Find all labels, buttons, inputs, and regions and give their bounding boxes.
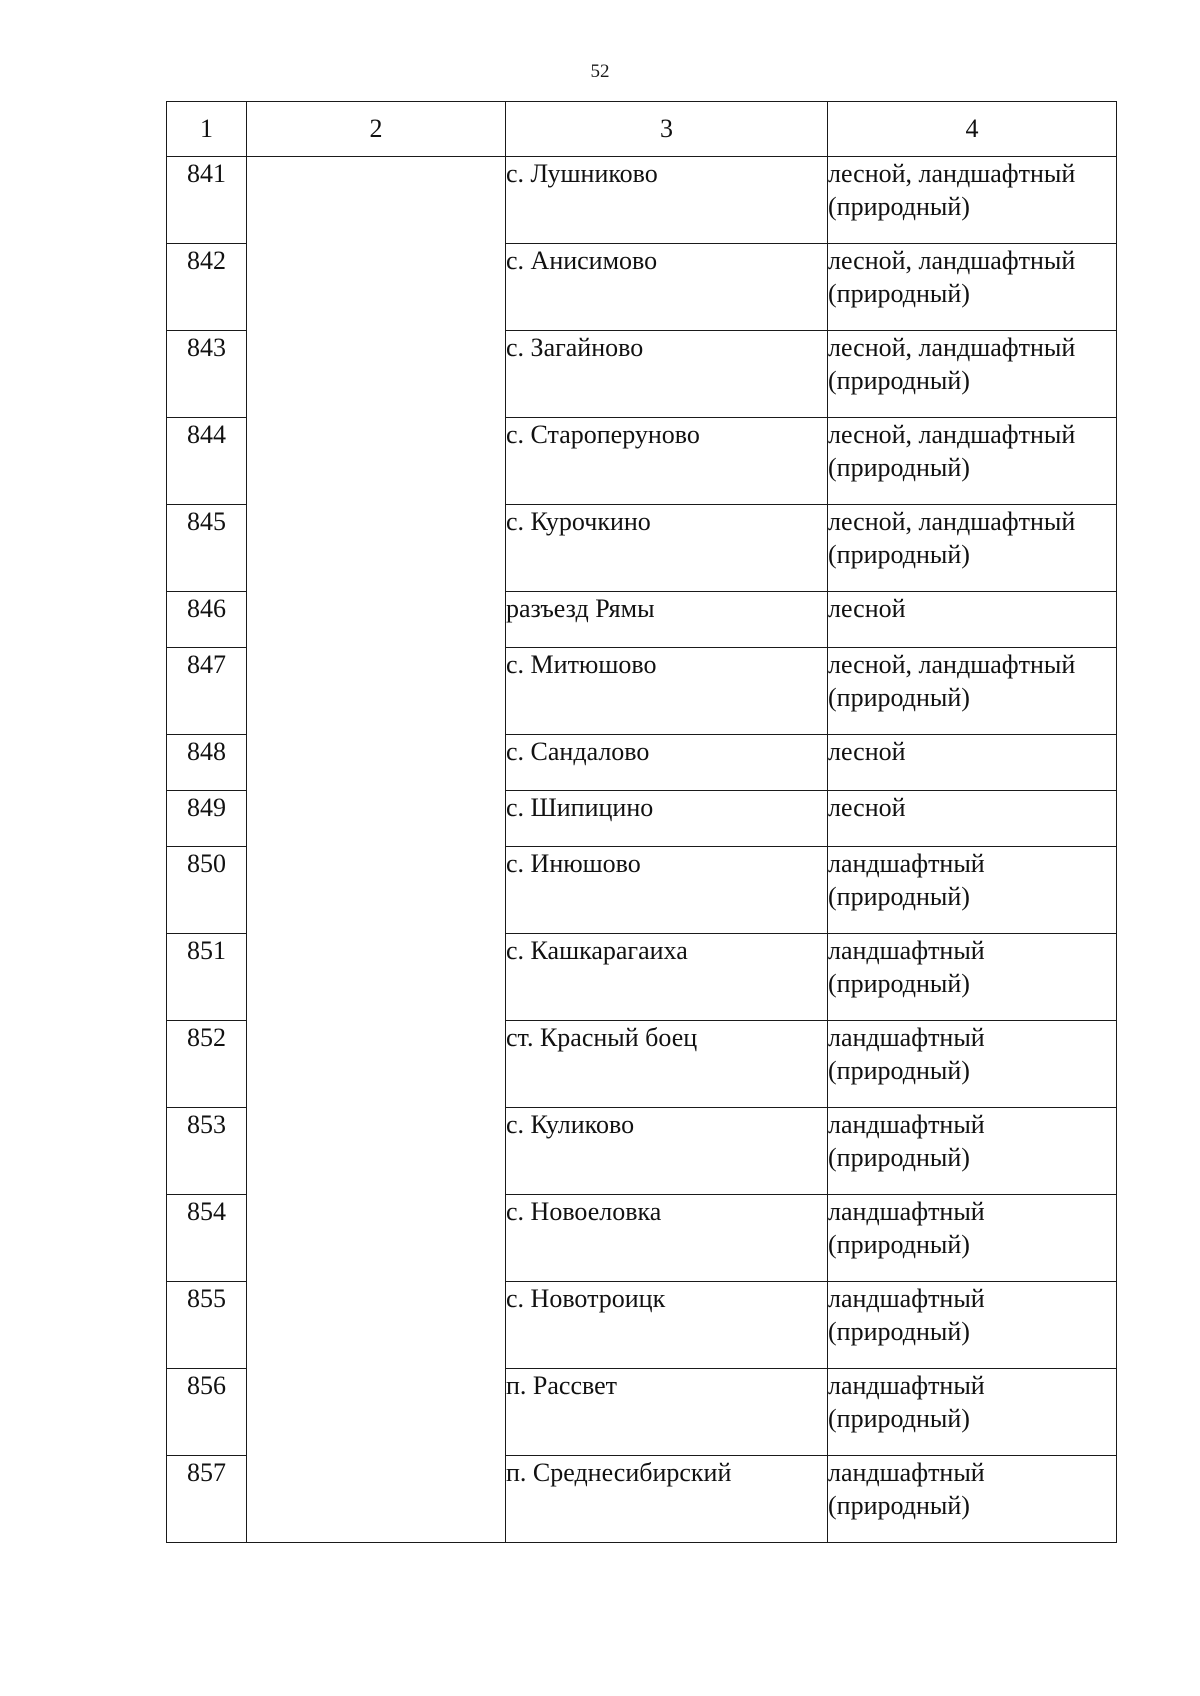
zone-type: лесной [828,791,1117,847]
row-number: 857 [167,1456,247,1543]
row-number: 849 [167,791,247,847]
row-number: 855 [167,1282,247,1369]
column-header-4: 4 [828,102,1117,157]
column-header-1: 1 [167,102,247,157]
zone-type: ландшафтный (природный) [828,1282,1117,1369]
settlement-name: с. Загайново [506,331,828,418]
row-number: 848 [167,735,247,791]
zone-type: лесной [828,735,1117,791]
row-number: 847 [167,648,247,735]
zone-type: лесной, ландшафтный (природный) [828,505,1117,592]
settlement-name: ст. Красный боец [506,1021,828,1108]
table-header-row [167,102,1117,157]
settlement-name: разъезд Рямы [506,592,828,648]
zone-type: лесной, ландшафтный (природный) [828,418,1117,505]
zone-type: ландшафтный (природный) [828,1195,1117,1282]
settlement-name: п. Рассвет [506,1369,828,1456]
zone-type: лесной, ландшафтный (природный) [828,331,1117,418]
row-number: 851 [167,934,247,1021]
zone-type: ландшафтный (природный) [828,934,1117,1021]
settlement-name: с. Староперуново [506,418,828,505]
row-number: 842 [167,244,247,331]
settlement-name: с. Новотроицк [506,1282,828,1369]
settlement-name: с. Анисимово [506,244,828,331]
settlement-name: с. Лушниково [506,157,828,244]
zone-type: лесной, ландшафтный (природный) [828,157,1117,244]
zone-type: лесной [828,592,1117,648]
zone-type: ландшафтный (природный) [828,1108,1117,1195]
page-number: 52 [590,61,610,82]
settlement-name: с. Кашкарагаиха [506,934,828,1021]
row-number: 845 [167,505,247,592]
column-header-3: 3 [506,102,828,157]
row-number: 843 [167,331,247,418]
zone-type: лесной, ландшафтный (природный) [828,648,1117,735]
row-number: 846 [167,592,247,648]
zone-type: ландшафтный (природный) [828,1456,1117,1543]
row-number: 844 [167,418,247,505]
settlement-name: с. Куликово [506,1108,828,1195]
settlement-name: п. Среднесибирский [506,1456,828,1543]
settlement-name: с. Сандалово [506,735,828,791]
column-2-empty-cell [247,157,506,1543]
row-number: 854 [167,1195,247,1282]
row-number: 850 [167,847,247,934]
zone-type: ландшафтный (природный) [828,1021,1117,1108]
settlement-name: с. Шипицино [506,791,828,847]
column-header-2: 2 [247,102,506,157]
row-number: 852 [167,1021,247,1108]
settlement-name: с. Новоеловка [506,1195,828,1282]
settlement-name: с. Курочкино [506,505,828,592]
row-number: 856 [167,1369,247,1456]
row-number: 853 [167,1108,247,1195]
zone-type: лесной, ландшафтный (природный) [828,244,1117,331]
document-table [166,101,1117,1543]
zone-type: ландшафтный (природный) [828,847,1117,934]
settlement-name: с. Инюшово [506,847,828,934]
settlement-name: с. Митюшово [506,648,828,735]
zone-type: ландшафтный (природный) [828,1369,1117,1456]
row-number: 841 [167,157,247,244]
table-row [167,157,1117,244]
